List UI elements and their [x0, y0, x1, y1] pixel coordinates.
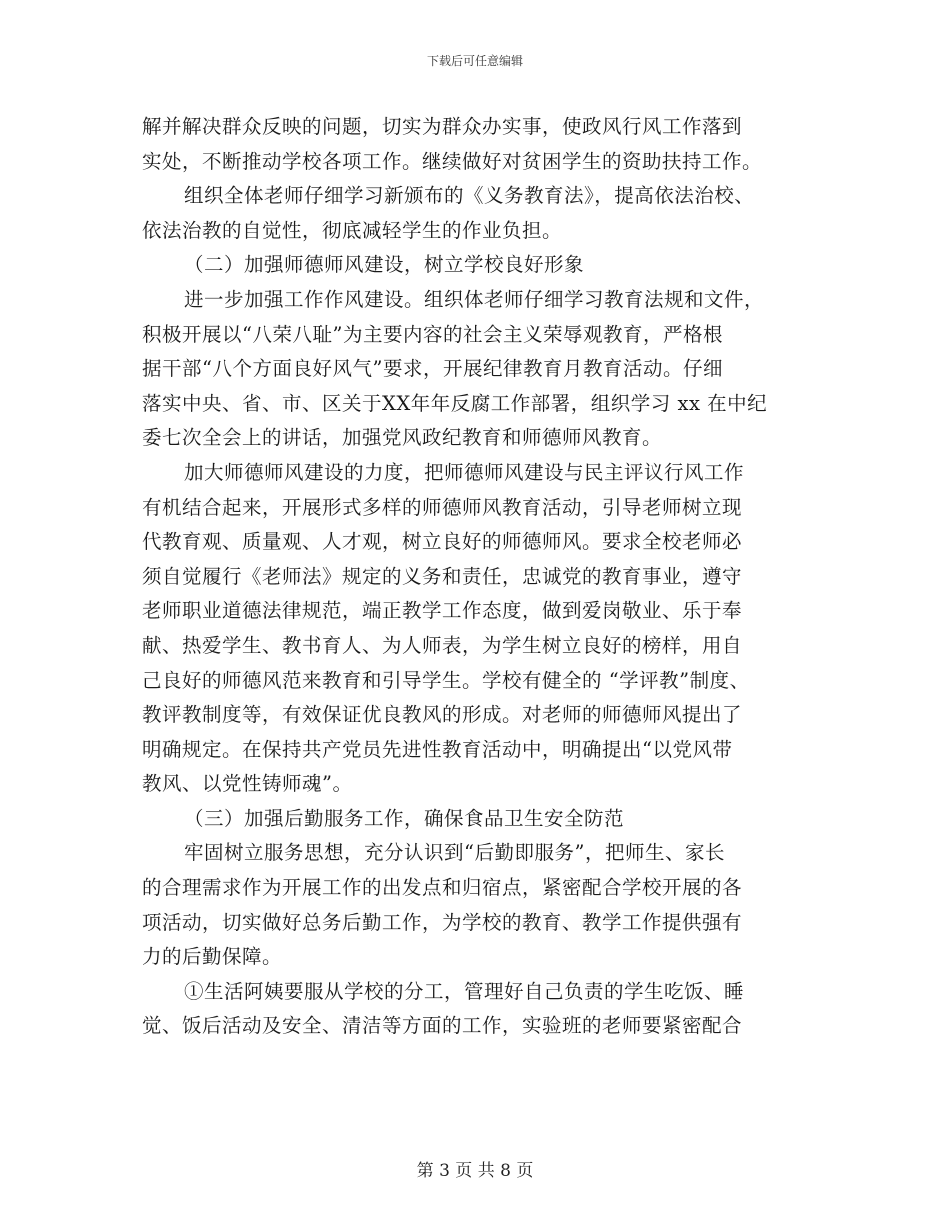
text-line: 牢固树立服务思想，充分认识到“后勤即服务”，把师生、家长 [184, 841, 725, 865]
text-line: 进一步加强工作作风建设。组织体老师仔细学习教育法规和文件， [184, 287, 765, 311]
text-line: （二）加强师德师风建设，树立学校良好形象 [184, 253, 585, 277]
text-line: 据干部“八个方面良好风气”要求，开展纪律教育月教育活动。仔细 [142, 357, 723, 381]
text-line: 加大师德师风建设的力度，把师德师风建设与民主评议行风工作 [184, 460, 745, 484]
text-line: 代教育观、质量观、人才观，树立良好的师德师风。要求全校老师必 [142, 530, 743, 554]
text-line: ①生活阿姨要服从学校的分工，管理好自己负责的学生吃饭、睡 [184, 979, 745, 1003]
text-line: 己良好的师德风范来教育和引导学生。学校有健全的 “学评教”制度、 [142, 668, 750, 692]
text-line: 组织全体老师仔细学习新颁布的《义务教育法》，提高依法治校、 [184, 184, 755, 208]
text-line: 解并解决群众反映的问题，切实为群众办实事，使政风行风工作落到 [142, 115, 743, 138]
text-line: 的合理需求作为开展工作的出发点和归宿点，紧密配合学校开展的各 [142, 876, 743, 900]
document-body [142, 110, 822, 1044]
text-line: 觉、饭后活动及安全、清洁等方面的工作，实验班的老师要紧密配合 [142, 1014, 743, 1038]
text-line: 教风、以党性铸师魂”。 [142, 772, 353, 796]
page-header: 下载后可任意编辑 [426, 54, 523, 68]
text-line: 实处，不断推动学校各项工作。继续做好对贫困学生的资助扶持工作。 [142, 149, 763, 173]
text-line: 项活动，切实做好总务后勤工作，为学校的教育、教学工作提供强有 [142, 910, 743, 934]
text-line: 明确规定。在保持共产党员先进性教育活动中，明确提出“以党风带 [142, 737, 733, 761]
text-line: 依法治教的自觉性，彻底减轻学生的作业负担。 [142, 218, 563, 242]
text-line: 老师职业道德法律规范，端正教学工作态度，做到爱岗敬业、乐于奉 [142, 599, 743, 623]
page-number: 第 3 页 共 8 页 [416, 1161, 534, 1181]
text-line: （三）加强后勤服务工作，确保食品卫生安全防范 [184, 806, 625, 830]
text-line: 积极开展以“八荣八耻”为主要内容的社会主义荣辱观教育，严格根 [142, 322, 723, 346]
text-line: 落实中央、省、市、区关于XX年年反腐工作部署，组织学习 xx 在中纪 [142, 391, 768, 415]
text-line: 教评教制度等，有效保证优良教风的形成。对老师的师德师风提出了 [142, 703, 743, 727]
text-line: 献、热爱学生、教书育人、为人师表，为学生树立良好的榜样，用自 [142, 633, 743, 657]
text-line: 力的后勤保障。 [142, 945, 283, 969]
text-line: 须自觉履行《老师法》规定的义务和责任，忠诚党的教育事业，遵守 [142, 564, 743, 588]
text-line: 有机结合起来，开展形式多样的师德师风教育活动，引导老师树立现 [142, 495, 743, 519]
text-line: 委七次全会上的讲话，加强党风政纪教育和师德师风教育。 [142, 426, 663, 450]
